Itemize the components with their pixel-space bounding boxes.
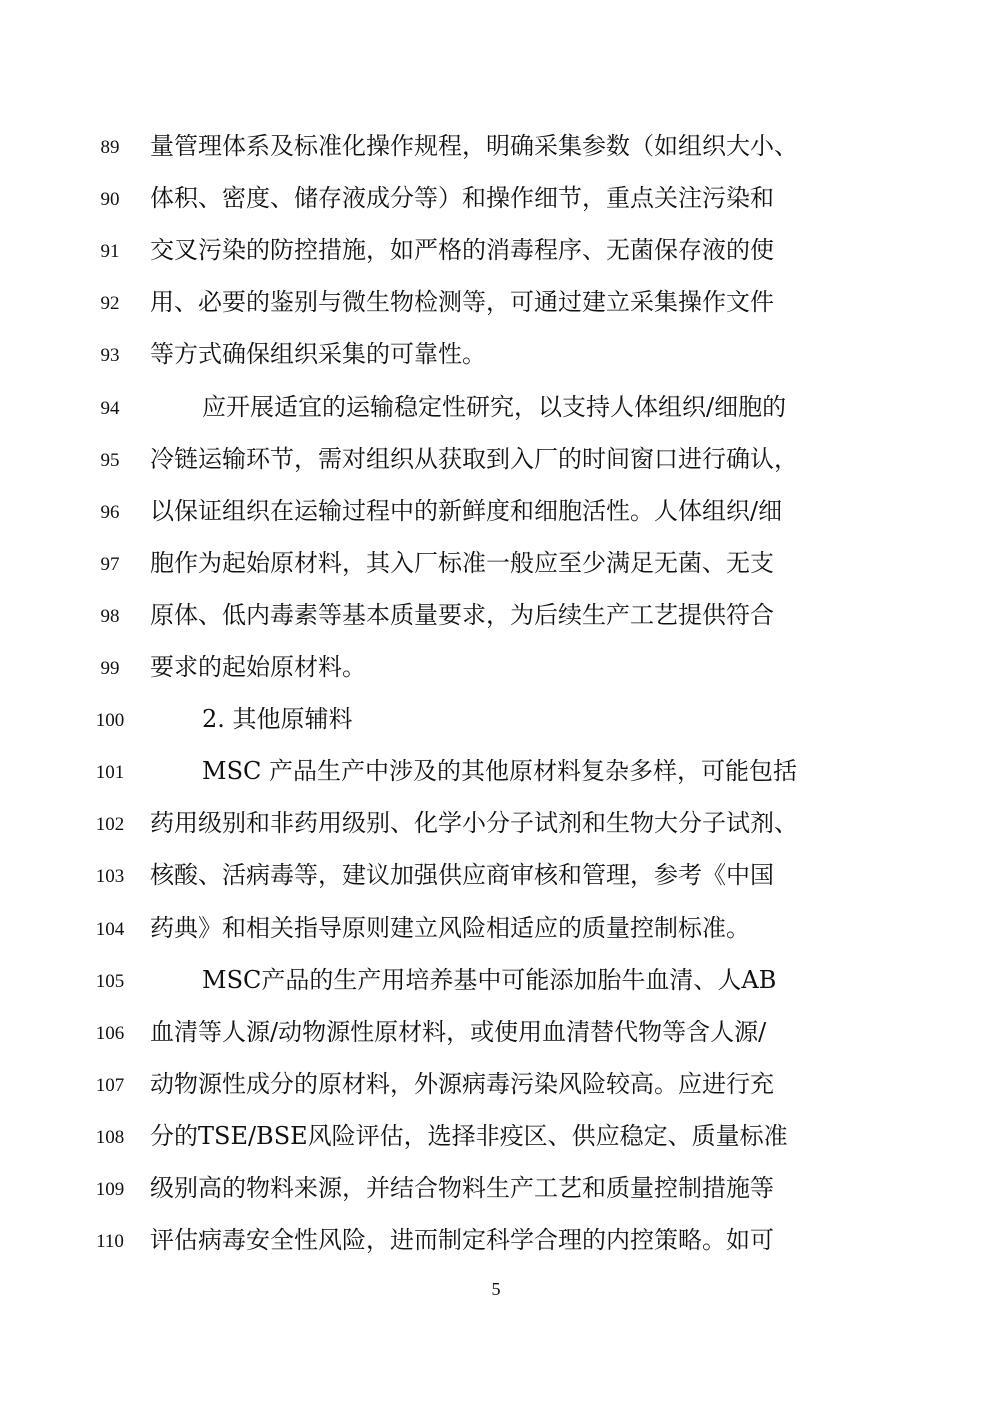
line-text: 用、必要的鉴别与微生物检测等，可通过建立采集操作文件 [150,288,774,316]
line-number: 89 [100,137,120,158]
text-line [0,707,992,759]
line-text: 分的TSE/BSE风险评估，选择非疫区、供应稳定、质量标准 [150,1122,788,1150]
text-line [0,342,992,394]
line-number: 102 [95,814,125,835]
line-text: 2. 其他原辅料 [202,705,353,733]
text-line [0,1020,992,1072]
text-line [0,238,992,290]
line-text: 药用级别和非药用级别、化学小分子试剂和生物大分子试剂、 [150,809,798,837]
text-line [0,968,992,1020]
line-number: 109 [95,1179,125,1200]
text-line [0,811,992,863]
text-line [0,603,992,655]
text-line [0,1228,992,1280]
text-line [0,759,992,811]
line-text: 要求的起始原材料。 [150,653,366,681]
line-number: 107 [95,1075,125,1096]
text-line [0,134,992,186]
text-line [0,186,992,238]
line-number: 99 [100,658,120,679]
text-line [0,655,992,707]
line-text: 应开展适宜的运输稳定性研究，以支持人体组织/细胞的 [202,393,787,421]
text-line [0,499,992,551]
line-number: 101 [95,762,125,783]
text-line [0,1072,992,1124]
line-text: 以保证组织在运输过程中的新鲜度和细胞活性。人体组织/细 [150,497,783,525]
line-number: 97 [100,554,120,575]
line-text: 核酸、活病毒等，建议加强供应商审核和管理，参考《中国 [150,861,774,889]
line-number: 108 [95,1127,125,1148]
line-number: 98 [100,606,120,627]
text-line [0,1176,992,1228]
line-text: 体积、密度、储存液成分等）和操作细节，重点关注污染和 [150,184,774,212]
line-text: MSC产品的生产用培养基中可能添加胎牛血清、人AB [202,966,777,994]
line-number: 105 [95,971,125,992]
text-line [0,863,992,915]
line-text: 血清等人源/动物源性原材料，或使用血清替代物等含人源/ [150,1018,767,1046]
line-number: 90 [100,189,120,210]
line-number: 103 [95,866,125,887]
line-number: 91 [100,241,120,262]
line-number: 94 [100,398,120,419]
page-number: 5 [491,1279,501,1299]
text-line [0,395,992,447]
text-line [0,290,992,342]
line-number: 100 [95,710,125,731]
line-number: 106 [95,1023,125,1044]
line-text: 量管理体系及标准化操作规程，明确采集参数（如组织大小、 [150,132,798,160]
line-text: 原体、低内毒素等基本质量要求，为后续生产工艺提供符合 [150,601,774,629]
text-line [0,551,992,603]
line-text: 等方式确保组织采集的可靠性。 [150,340,486,368]
line-text: 冷链运输环节，需对组织从获取到入厂的时间窗口进行确认， [150,445,798,473]
line-number: 93 [100,345,120,366]
text-line [0,447,992,499]
line-number: 110 [96,1231,124,1252]
line-text: 级别高的物料来源，并结合物料生产工艺和质量控制措施等 [150,1174,774,1202]
line-number: 92 [100,293,120,314]
line-number: 95 [100,450,120,471]
text-line [0,1124,992,1176]
line-number: 96 [100,502,120,523]
line-number: 104 [95,919,125,940]
line-text: MSC 产品生产中涉及的其他原材料复杂多样，可能包括 [202,757,798,785]
line-text: 药典》和相关指导原则建立风险相适应的质量控制标准。 [150,914,750,942]
line-text: 交叉污染的防控措施，如严格的消毒程序、无菌保存液的使 [150,236,774,264]
text-line [0,916,992,968]
line-text: 动物源性成分的原材料，外源病毒污染风险较高。应进行充 [150,1070,774,1098]
line-text: 评估病毒安全性风险，进而制定科学合理的内控策略。如可 [150,1226,774,1254]
line-text: 胞作为起始原材料，其入厂标准一般应至少满足无菌、无支 [150,549,774,577]
